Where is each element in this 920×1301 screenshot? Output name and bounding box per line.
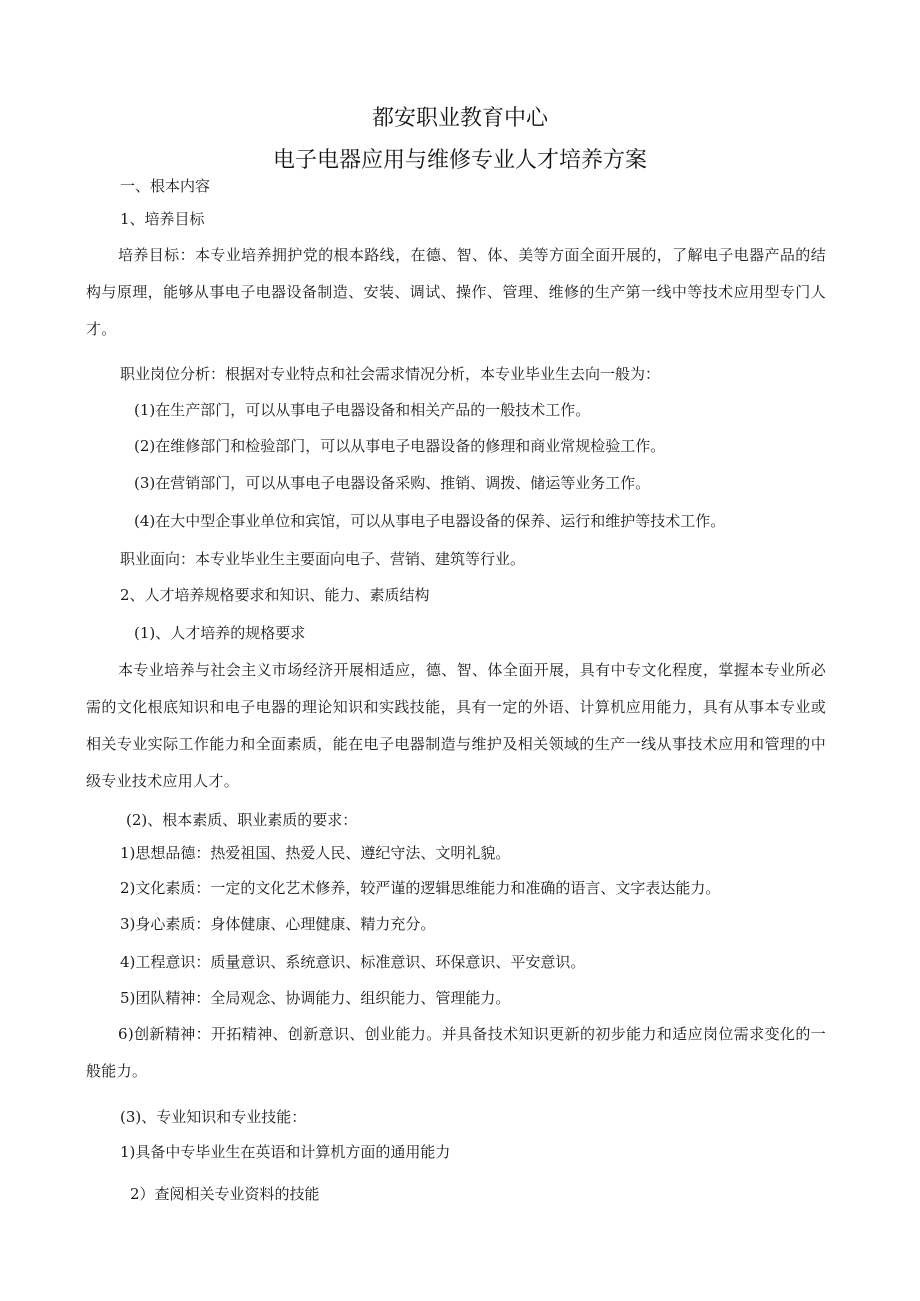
skills-heading: (3)、专业知识和专业技能： — [120, 1108, 307, 1126]
quality-item: 3)身心素质：身体健康、心理健康、精力充分。 — [120, 915, 436, 933]
quality-item: 2)文化素质：一定的文化艺术修养，较严谨的逻辑思维能力和准确的语言、文字表达能力。 — [120, 879, 721, 897]
quality-item: 4)工程意识：质量意识、系统意识、标准意识、环保意识、平安意识。 — [120, 953, 586, 971]
goal-paragraph: 培养目标：本专业培养拥护党的根本路线，在德、智、体、美等方面全面开展的，了解电子电器产品的结构与原理，能够从事电子电器设备制造、安装、调试、操作、管理、维修的生产第一线中等技术应用型专门人才。 — [86, 246, 826, 338]
skills-item: 2）查阅相关专业资料的技能 — [130, 1185, 320, 1203]
subsection-heading: 2、人才培养规格要求和知识、能力、素质结构 — [120, 586, 430, 604]
quality-item: 5)团队精神：全局观念、协调能力、组织能力、管理能力。 — [120, 989, 511, 1007]
quality-item: 1)思想品德：热爱祖国、热爱人民、遵纪守法、文明礼貌。 — [120, 844, 511, 862]
quality-heading: (2)、根本素质、职业素质的要求： — [126, 811, 358, 829]
document-title: 电子电器应用与维修专业人才培养方案 — [272, 148, 647, 173]
school-title: 都安职业教育中心 — [371, 106, 548, 131]
job-orientation-text: 职业面向：本专业毕业生主要面向电子、营销、建筑等行业。 — [120, 550, 526, 568]
skills-item: 1)具备中专毕业生在英语和计算机方面的通用能力 — [120, 1143, 451, 1161]
innovation-paragraph: 6)创新精神：开拓精神、创新意识、创业能力。并具备技术知识更新的初步能力和适应岗位需求变化的一般能力。 — [86, 1025, 826, 1080]
job-item: (1)在生产部门，可以从事电子电器设备和相关产品的一般技术工作。 — [134, 401, 591, 419]
subsection-heading: 1、培养目标 — [120, 210, 205, 228]
section-heading: 一、根本内容 — [120, 177, 211, 195]
spec-heading: (1)、人才培养的规格要求 — [134, 624, 306, 642]
job-analysis-text: 职业岗位分析：根据对专业特点和社会需求情况分析，本专业毕业生去向一般为： — [120, 365, 661, 383]
job-item: (3)在营销部门，可以从事电子电器设备采购、推销、调拨、储运等业务工作。 — [134, 474, 651, 492]
job-item: (2)在维修部门和检验部门，可以从事电子电器设备的修理和商业常规检验工作。 — [134, 437, 666, 455]
job-item: (4)在大中型企事业单位和宾馆，可以从事电子电器设备的保养、运行和维护等技术工作。 — [134, 512, 726, 530]
spec-paragraph: 本专业培养与社会主义市场经济开展相适应，德、智、体全面开展，具有中专文化程度，掌握本专业所必需的文化根底知识和电子电器的理论知识和实践技能，具有一定的外语、计算机应用能力，具有从事本专业或相关专业实际工作能力和全面素质，能在电子电器制造与维护及相关领域的生产一线从事技术应用和管理的中级专业技术应用人才。 — [86, 661, 826, 790]
